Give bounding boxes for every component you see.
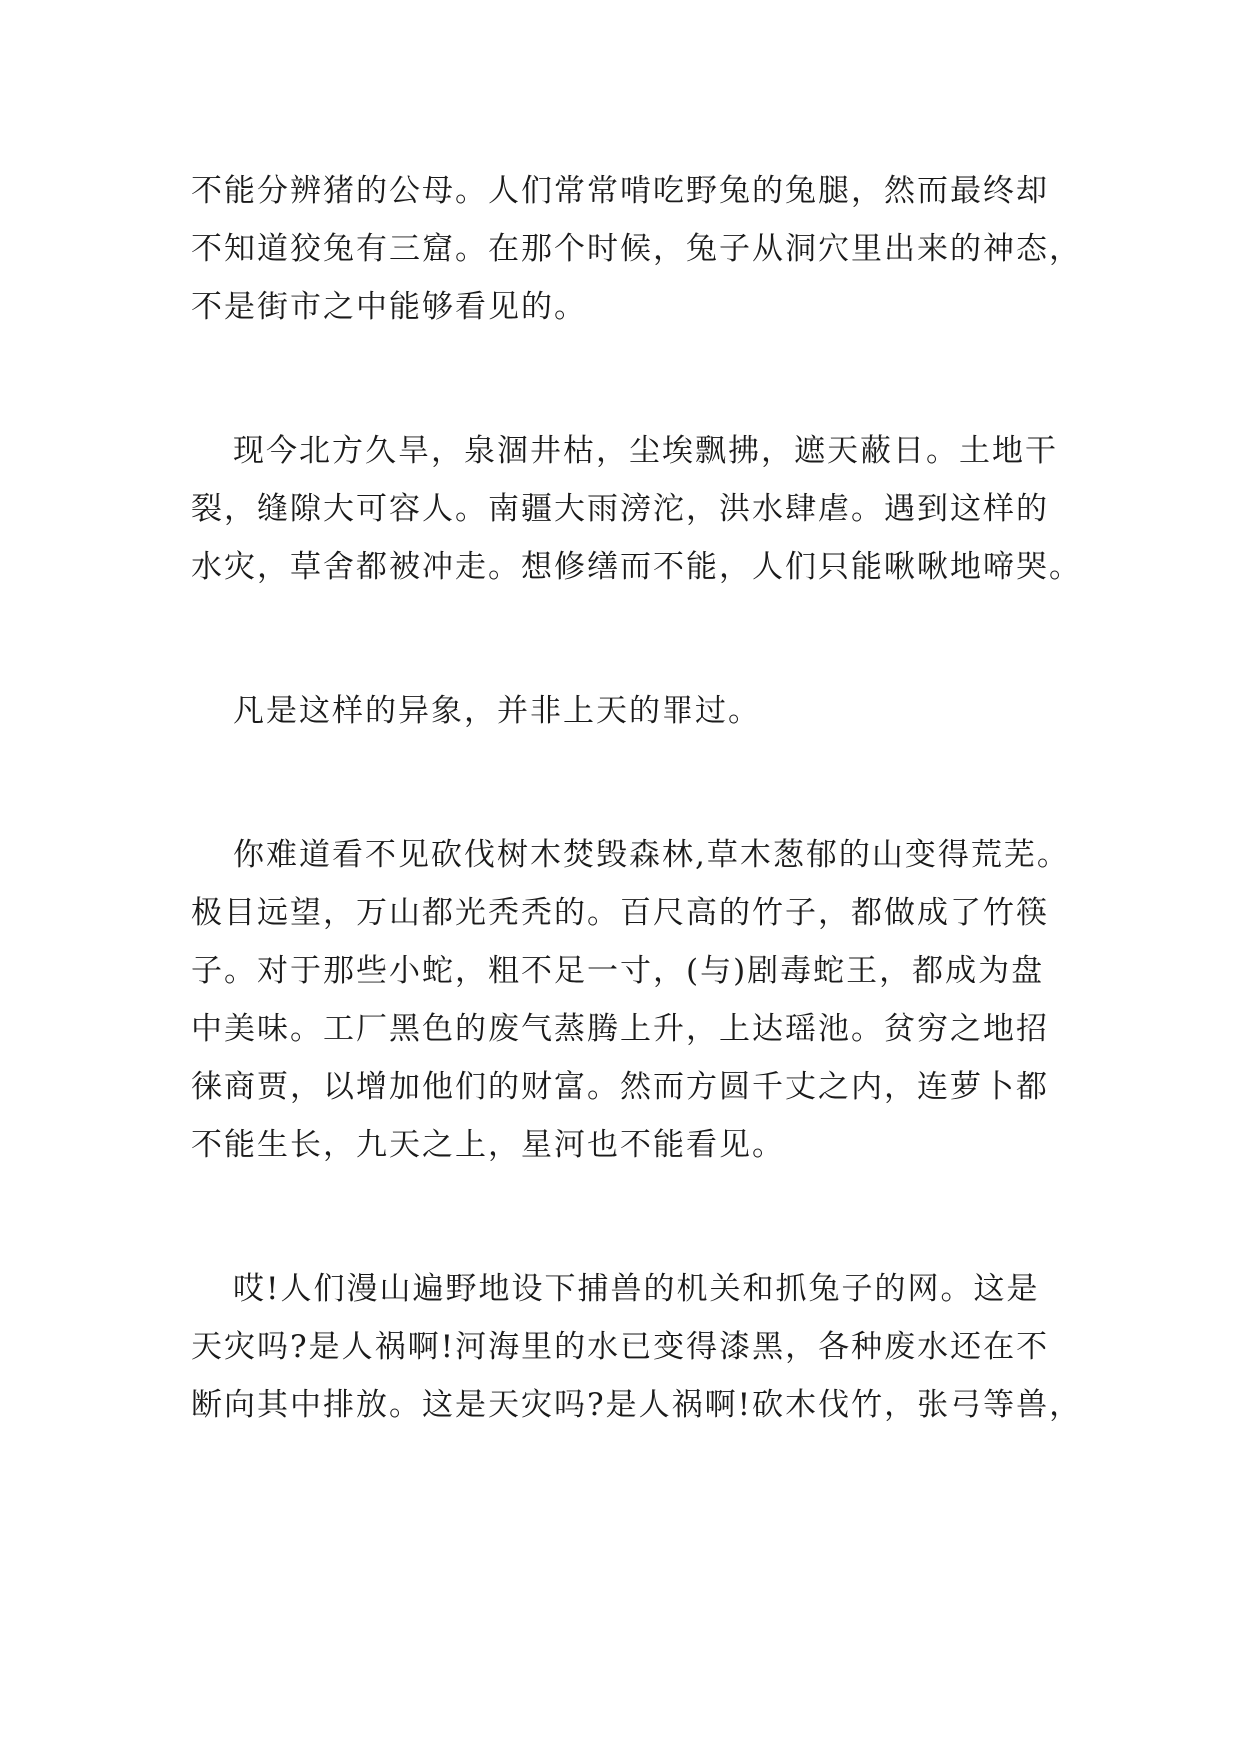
text-line: 现今北方久旱，泉涸井枯，尘埃飘拂，遮天蔽日。土地干 [233,433,1058,469]
text-line: 裂，缝隙大可容人。南疆大雨滂沱，洪水肆虐。遇到这样的 [191,491,1049,527]
text-line: 哎!人们漫山遍野地设下捕兽的机关和抓兔子的网。这是 [233,1271,1040,1307]
text-line: 子。对于那些小蛇，粗不足一寸，(与)剧毒蛇王，都成为盘 [191,953,1045,989]
text-line: 徕商贾，以增加他们的财富。然而方圆千丈之内，连萝卜都 [191,1069,1049,1105]
paragraph-2 [191,422,1082,596]
text-line: 不是街市之中能够看见的。 [191,289,587,325]
paragraph-3 [191,682,1071,740]
paragraph-1 [191,162,1082,336]
text-line: 凡是这样的异象，并非上天的罪过。 [233,693,761,729]
paragraph-4 [191,826,1071,1174]
text-line: 你难道看不见砍伐树木焚毁森林,草木葱郁的山变得荒芜。 [233,837,1070,873]
text-line: 断向其中排放。这是天灾吗?是人祸啊!砍木伐竹，张弓等兽， [191,1387,1083,1423]
text-line: 不知道狡兔有三窟。在那个时候，兔子从洞穴里出来的神态， [191,231,1082,267]
text-line: 不能分辨猪的公母。人们常常啃吃野兔的兔腿，然而最终却 [191,173,1049,209]
text-line: 不能生长，九天之上，星河也不能看见。 [191,1127,785,1163]
text-line: 中美味。工厂黑色的废气蒸腾上升，上达瑶池。贫穷之地招 [191,1011,1049,1047]
text-line: 极目远望，万山都光秃秃的。百尺高的竹子，都做成了竹筷 [191,895,1049,931]
text-line: 水灾，草舍都被冲走。想修缮而不能，人们只能啾啾地啼哭。 [191,549,1082,585]
text-line: 天灾吗?是人祸啊!河海里的水已变得漆黑，各种废水还在不 [191,1329,1050,1365]
paragraph-5 [191,1260,1083,1434]
